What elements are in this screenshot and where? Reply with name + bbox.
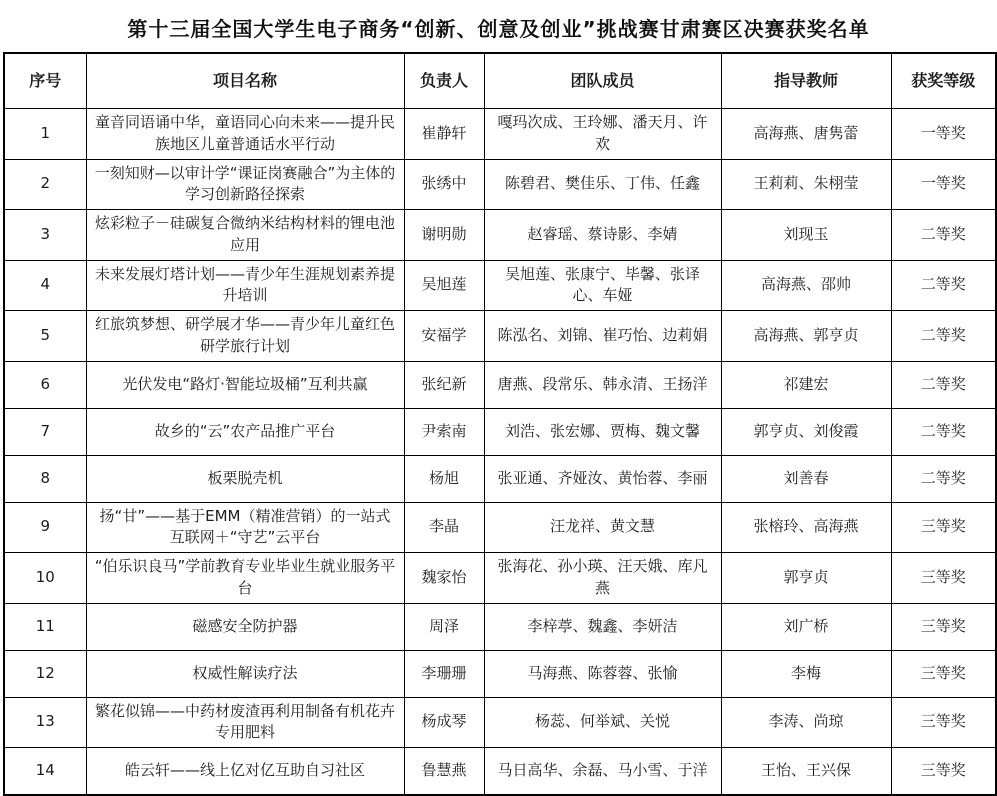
cell-team-members: 赵睿瑶、蔡诗影、李婧: [484, 210, 721, 261]
cell-project-name: 板栗脱壳机: [86, 455, 404, 502]
cell-advisors: 高海燕、郭亨贞: [721, 311, 891, 362]
header-row: [4, 53, 996, 109]
cell-team-members: 李梓葶、魏鑫、李妍洁: [484, 603, 721, 650]
cell-project-name: 光伏发电“路灯·智能垃圾桶”互利共赢: [86, 361, 404, 408]
cell-project-name: 未来发展灯塔计划——青少年生涯规划素养提升培训: [86, 260, 404, 311]
table-row: [4, 361, 996, 408]
cell-project-name: 繁花似锦——中药材废渣再利用制备有机花卉专用肥料: [86, 697, 404, 748]
cell-seq: 12: [4, 650, 86, 697]
cell-advisors: 祁建宏: [721, 361, 891, 408]
cell-advisors: 李梅: [721, 650, 891, 697]
cell-award-level: 二等奖: [891, 408, 996, 455]
cell-leader: 鲁慧燕: [404, 748, 484, 796]
cell-advisors: 郭亨贞、刘俊霞: [721, 408, 891, 455]
cell-seq: 11: [4, 603, 86, 650]
cell-advisors: 刘现玉: [721, 210, 891, 261]
cell-leader: 李晶: [404, 502, 484, 553]
cell-leader: 张绣中: [404, 159, 484, 210]
cell-team-members: 汪龙祥、黄文慧: [484, 502, 721, 553]
cell-project-name: “伯乐识良马”学前教育专业毕业生就业服务平台: [86, 553, 404, 604]
cell-leader: 安福学: [404, 311, 484, 362]
cell-advisors: 郭亨贞: [721, 553, 891, 604]
cell-leader: 张纪新: [404, 361, 484, 408]
cell-leader: 谢明勋: [404, 210, 484, 261]
table-row: [4, 650, 996, 697]
cell-team-members: 马日高华、余磊、马小雪、于洋: [484, 748, 721, 796]
cell-advisors: 高海燕、邵帅: [721, 260, 891, 311]
cell-advisors: 刘广桥: [721, 603, 891, 650]
cell-award-level: 二等奖: [891, 361, 996, 408]
cell-advisors: 李涛、尚琼: [721, 697, 891, 748]
cell-seq: 14: [4, 748, 86, 796]
cell-project-name: 权威性解读疗法: [86, 650, 404, 697]
table-row: [4, 603, 996, 650]
page-title: 第十三届全国大学生电子商务“创新、创意及创业”挑战赛甘肃赛区决赛获奖名单: [127, 17, 870, 41]
cell-team-members: 马海燕、陈蓉蓉、张愉: [484, 650, 721, 697]
table-row: [4, 260, 996, 311]
cell-award-level: 三等奖: [891, 603, 996, 650]
cell-advisors: 王莉莉、朱栩莹: [721, 159, 891, 210]
cell-leader: 魏家怡: [404, 553, 484, 604]
cell-award-level: 三等奖: [891, 650, 996, 697]
cell-award-level: 二等奖: [891, 210, 996, 261]
header-seq: 序号: [4, 53, 86, 109]
cell-award-level: 三等奖: [891, 697, 996, 748]
table-header: [4, 53, 996, 109]
cell-project-name: 红旅筑梦想、研学展才华——青少年儿童红色研学旅行计划: [86, 311, 404, 362]
cell-seq: 6: [4, 361, 86, 408]
cell-leader: 杨旭: [404, 455, 484, 502]
cell-team-members: 唐燕、段常乐、韩永清、王扬洋: [484, 361, 721, 408]
cell-award-level: 二等奖: [891, 260, 996, 311]
cell-advisors: 刘善春: [721, 455, 891, 502]
table-row: [4, 159, 996, 210]
cell-project-name: 扬“甘”——基于EMM（精准营销）的一站式互联网＋“守艺”云平台: [86, 502, 404, 553]
cell-project-name: 皓云轩——线上亿对亿互助自习社区: [86, 748, 404, 796]
cell-award-level: 二等奖: [891, 455, 996, 502]
cell-leader: 尹索南: [404, 408, 484, 455]
cell-leader: 李珊珊: [404, 650, 484, 697]
cell-award-level: 一等奖: [891, 159, 996, 210]
cell-project-name: 童音同语诵中华，童语同心向未来——提升民族地区儿童普通话水平行动: [86, 109, 404, 160]
cell-seq: 5: [4, 311, 86, 362]
cell-award-level: 三等奖: [891, 748, 996, 796]
header-leader: 负责人: [404, 53, 484, 109]
cell-project-name: 磁感安全防护器: [86, 603, 404, 650]
cell-advisors: 高海燕、唐隽蕾: [721, 109, 891, 160]
cell-seq: 10: [4, 553, 86, 604]
cell-team-members: 吴旭莲、张康宁、毕馨、张译心、车娅: [484, 260, 721, 311]
cell-award-level: 三等奖: [891, 553, 996, 604]
table-row: [4, 455, 996, 502]
cell-leader: 吴旭莲: [404, 260, 484, 311]
header-project: 项目名称: [86, 53, 404, 109]
cell-project-name: 炫彩粒子－硅碳复合微纳米结构材料的锂电池应用: [86, 210, 404, 261]
table-row: [4, 697, 996, 748]
cell-seq: 9: [4, 502, 86, 553]
table-row: [4, 553, 996, 604]
cell-award-level: 三等奖: [891, 502, 996, 553]
cell-leader: 崔静轩: [404, 109, 484, 160]
cell-leader: 周泽: [404, 603, 484, 650]
table-row: [4, 502, 996, 553]
cell-team-members: 嘎玛次成、王玲娜、潘天月、许欢: [484, 109, 721, 160]
cell-project-name: 故乡的“云”农产品推广平台: [86, 408, 404, 455]
cell-seq: 3: [4, 210, 86, 261]
cell-award-level: 一等奖: [891, 109, 996, 160]
cell-seq: 2: [4, 159, 86, 210]
cell-seq: 7: [4, 408, 86, 455]
cell-team-members: 张海花、孙小瑛、汪天娥、库凡燕: [484, 553, 721, 604]
cell-team-members: 张亚通、齐娅汝、黄怡蓉、李丽: [484, 455, 721, 502]
table-row: [4, 408, 996, 455]
cell-leader: 杨成琴: [404, 697, 484, 748]
header-advisor: 指导教师: [721, 53, 891, 109]
header-award: 获奖等级: [891, 53, 996, 109]
cell-project-name: 一刻知财—以审计学“课证岗赛融合”为主体的学习创新路径探索: [86, 159, 404, 210]
awards-table: [3, 52, 997, 796]
table-row: [4, 210, 996, 261]
cell-seq: 4: [4, 260, 86, 311]
table-row: [4, 311, 996, 362]
table-row: [4, 109, 996, 160]
cell-seq: 1: [4, 109, 86, 160]
cell-advisors: 王怡、王兴保: [721, 748, 891, 796]
cell-seq: 13: [4, 697, 86, 748]
header-members: 团队成员: [484, 53, 721, 109]
cell-team-members: 陈泓名、刘锦、崔巧怡、边莉娟: [484, 311, 721, 362]
cell-advisors: 张榕玲、高海燕: [721, 502, 891, 553]
cell-team-members: 杨蕊、何举斌、关悦: [484, 697, 721, 748]
table-body: [4, 109, 996, 796]
cell-award-level: 二等奖: [891, 311, 996, 362]
table-row: [4, 748, 996, 796]
cell-seq: 8: [4, 455, 86, 502]
cell-team-members: 陈碧君、樊佳乐、丁伟、任鑫: [484, 159, 721, 210]
cell-team-members: 刘浩、张宏娜、贾梅、魏文馨: [484, 408, 721, 455]
